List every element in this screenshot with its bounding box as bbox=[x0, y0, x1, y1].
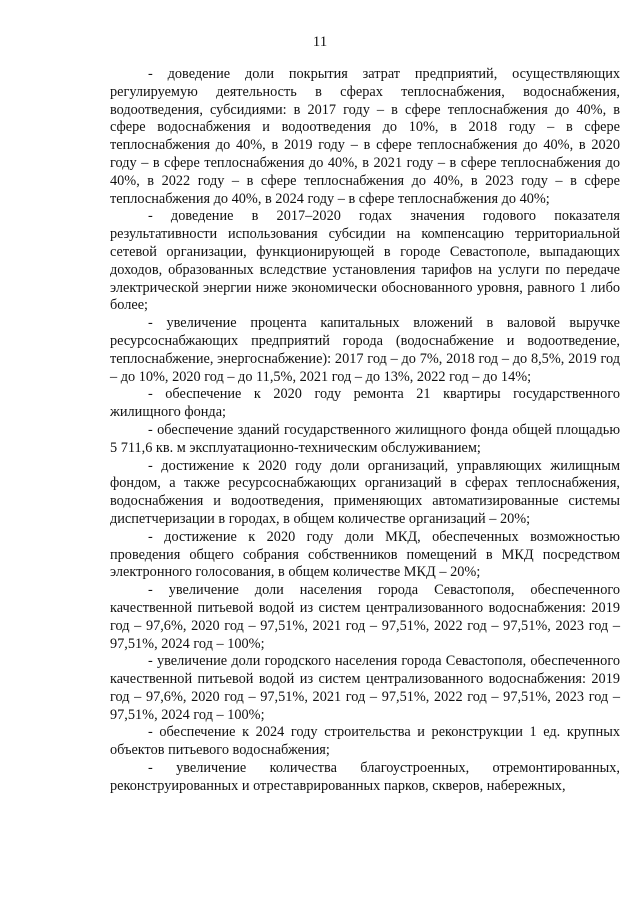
bullet-paragraph: - доведение доли покрытия затрат предприятий, осуществляющих регулируемую деятельность в сферах теплоснабжения, водоснабжения, водоотведения, субсидиями: в 2017 году – в сфере теплоснабжения до 40%, в сфере водоснабжения и водоотведения до 10%, в 2018 году – в сфере теплоснабжения до 40%, в 2019 году – в сфере теплоснабжения до 40%, в 2020 году – в сфере теплоснабжения до 40%, в 2021 году – в сфере теплоснабжения до 40%, в 2022 году – в сфере теплоснабжения до 40%, в 2023 году – в сфере теплоснабжения до 40%, в 2024 году – в сфере теплоснабжения до 40%; bbox=[110, 66, 620, 207]
page-body bbox=[110, 66, 620, 796]
bullet-paragraph: - достижение к 2020 году доли организаций, управляющих жилищным фондом, а также ресурсоснабжающих организаций в сферах теплоснабжения, водоснабжения и водоотведения, применяющих автоматизированные системы диспетчеризации в городах, в общем количестве организаций – 20%; bbox=[110, 457, 620, 527]
bullet-paragraph: - увеличение доли населения города Севастополя, обеспеченного качественной питьевой водой из систем централизованного водоснабжения: 2019 год – 97,6%, 2020 год – 97,51%, 2021 год – 97,51%, 2022 год – 97,51%, 2023 год – 97,51%, 2024 год – 100%; bbox=[110, 582, 620, 652]
page-number: 11 bbox=[312, 34, 328, 50]
bullet-paragraph: - увеличение процента капитальных вложений в валовой выручке ресурсоснабжающих предприятий города (водоснабжение и водоотведение, теплоснабжение, энергоснабжение): 2017 год – до 7%, 2018 год – до 8,5%, 2019 год – до 10%, 2020 год – до 11,5%, 2021 год – до 13%, 2022 год – до 14%; bbox=[110, 315, 620, 385]
bullet-paragraph: - доведение в 2017–2020 годах значения годового показателя результативности использования субсидии на компенсацию территориальной сетевой организации, функционирующей в городе Севастополе, выпадающих доходов, образованных вследствие установления тарифов на услуги по передаче электрической энергии ниже экономически обоснованного уровня, равного 1 либо более; bbox=[110, 208, 620, 314]
bullet-paragraph: - увеличение доли городского населения города Севастополя, обеспеченного качественной питьевой водой из систем централизованного водоснабжения: 2019 год – 97,6%, 2020 год – 97,51%, 2021 год – 97,51%, 2022 год – 97,51%, 2023 год – 97,51%, 2024 год – 100%; bbox=[110, 653, 620, 723]
bullet-paragraph: - обеспечение к 2020 году ремонта 21 квартиры государственного жилищного фонда; bbox=[110, 386, 620, 421]
bullet-paragraph: - достижение к 2020 году доли МКД, обеспеченных возможностью проведения общего собрания собственников помещений в МКД посредством электронного голосования, в общем количестве МКД – 20%; bbox=[110, 528, 620, 581]
bullet-paragraph: - обеспечение к 2024 году строительства и реконструкции 1 ед. крупных объектов питьевого водоснабжения; bbox=[110, 724, 620, 759]
bullet-paragraph: - увеличение количества благоустроенных, отремонтированных, реконструированных и отреставрированных парков, скверов, набережных, bbox=[110, 760, 620, 794]
bullet-paragraph: - обеспечение зданий государственного жилищного фонда общей площадью 5 711,6 кв. м эксплуатационно-техническим обслуживанием; bbox=[110, 421, 620, 456]
